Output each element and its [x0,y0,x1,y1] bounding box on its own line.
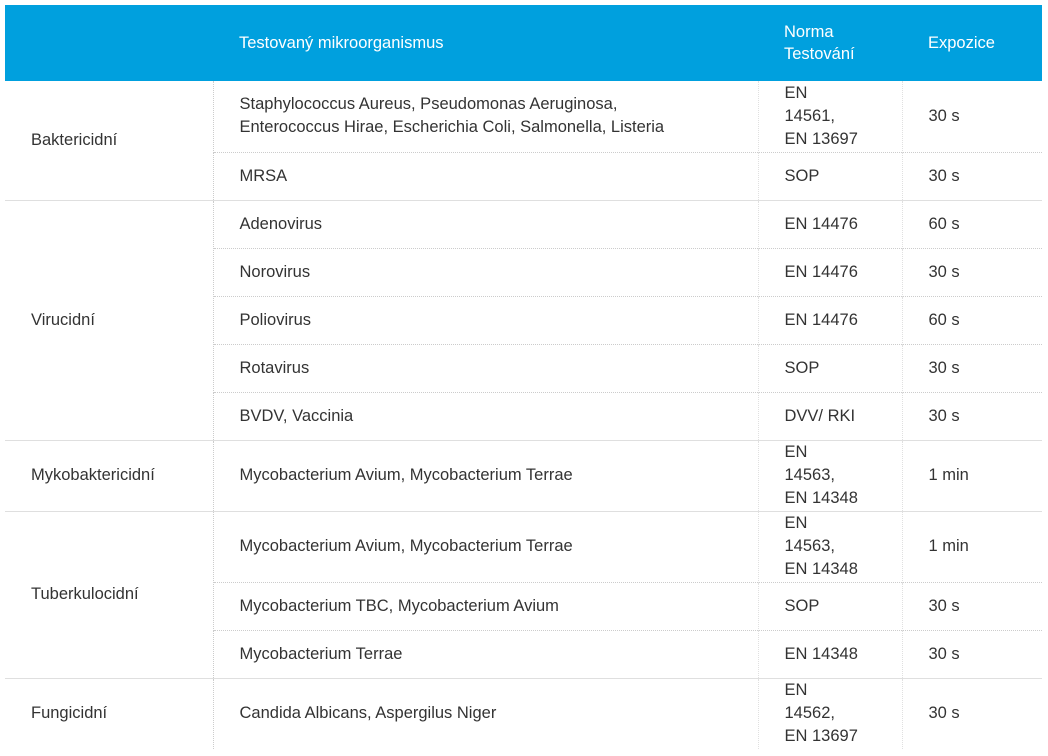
header-norm: Norma Testování [758,5,902,81]
organism-cell: BVDV, Vaccinia [213,392,758,440]
organism-cell: Rotavirus [213,344,758,392]
group-tuberkulocidni [5,511,1042,678]
group-virucidni [5,200,1042,440]
category-cell: Fungicidní [5,678,213,749]
table-row [5,200,1042,248]
norm-cell: EN 14348 [758,630,902,678]
category-cell: Virucidní [5,200,213,440]
header-exposure: Expozice [902,5,1042,81]
header-organism: Testovaný mikroorganismus [213,5,758,81]
norm-cell: EN 14476 [758,248,902,296]
group-baktericidni [5,81,1042,200]
exposure-cell: 30 s [902,630,1042,678]
organism-cell: Mycobacterium TBC, Mycobacterium Avium [213,582,758,630]
organism-cell: Poliovirus [213,296,758,344]
exposure-cell: 30 s [902,152,1042,200]
category-cell: Tuberkulocidní [5,511,213,678]
group-fungicidni [5,678,1042,749]
norm-cell: EN 14562, EN 13697 [758,678,902,749]
norm-cell: EN 14563, EN 14348 [758,511,902,582]
exposure-cell: 30 s [902,344,1042,392]
norm-cell: EN 14476 [758,296,902,344]
header-category [5,5,213,81]
organism-cell: Mycobacterium Terrae [213,630,758,678]
category-cell: Baktericidní [5,81,213,200]
organism-cell: MRSA [213,152,758,200]
organism-cell: Candida Albicans, Aspergilus Niger [213,678,758,749]
category-cell: Mykobaktericidní [5,440,213,511]
organism-cell: Staphylococcus Aureus, Pseudomonas Aeruginosa, Enterococcus Hirae, Escherichia Coli, Salmonella, Listeria [213,81,758,152]
organism-cell: Mycobacterium Avium, Mycobacterium Terrae [213,511,758,582]
organism-cell: Adenovirus [213,200,758,248]
exposure-cell: 60 s [902,200,1042,248]
norm-cell: SOP [758,152,902,200]
efficacy-table [5,5,1042,749]
organism-cell: Norovirus [213,248,758,296]
exposure-cell: 30 s [902,678,1042,749]
norm-cell: EN 14561, EN 13697 [758,81,902,152]
table-row [5,81,1042,152]
organism-cell: Mycobacterium Avium, Mycobacterium Terrae [213,440,758,511]
table-row [5,440,1042,511]
exposure-cell: 30 s [902,392,1042,440]
table-row [5,511,1042,582]
norm-cell: EN 14476 [758,200,902,248]
norm-cell: SOP [758,344,902,392]
table-row [5,678,1042,749]
table-header-row [5,5,1042,81]
norm-cell: EN 14563, EN 14348 [758,440,902,511]
norm-cell: DVV/ RKI [758,392,902,440]
exposure-cell: 1 min [902,511,1042,582]
norm-cell: SOP [758,582,902,630]
exposure-cell: 30 s [928,106,960,125]
group-mykobaktericidni [5,440,1042,511]
exposure-cell: 30 s [902,582,1042,630]
exposure-cell: 30 s [902,248,1042,296]
exposure-cell: 1 min [902,440,1042,511]
exposure-cell: 60 s [902,296,1042,344]
